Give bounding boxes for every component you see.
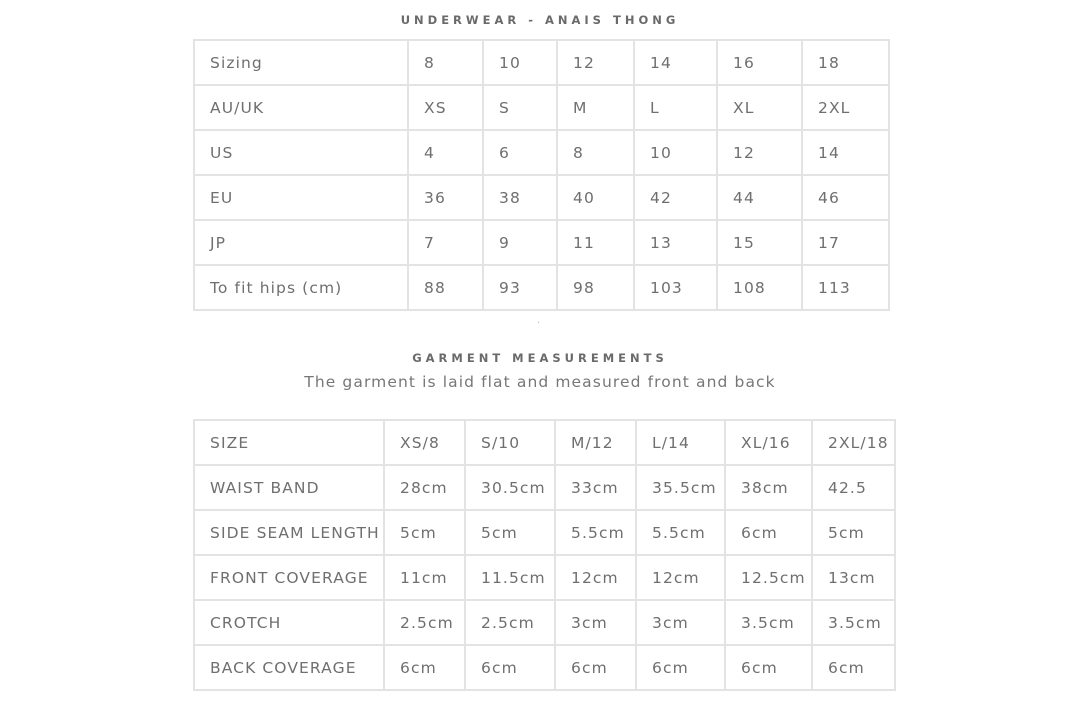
table-cell: 5.5cm (637, 511, 724, 554)
table-cell: XL/16 (726, 421, 811, 464)
table-row (195, 421, 894, 464)
table-cell: 10 (635, 131, 716, 174)
table-row (195, 646, 894, 689)
table-cell: 12 (558, 41, 633, 84)
table-cell: S (484, 86, 556, 129)
table-cell: 6cm (726, 646, 811, 689)
table-cell: L (635, 86, 716, 129)
row-label: SIDE SEAM LENGTH (195, 511, 383, 554)
table-cell: 10 (484, 41, 556, 84)
table-row (195, 511, 894, 554)
row-label: WAIST BAND (195, 466, 383, 509)
table-cell: 9 (484, 221, 556, 264)
table-cell: 3cm (637, 601, 724, 644)
table-row (195, 131, 888, 174)
table-cell: 14 (635, 41, 716, 84)
table-cell: 11cm (385, 556, 464, 599)
size-chart-title: UNDERWEAR - ANAIS THONG (400, 13, 680, 27)
table-cell: 46 (803, 176, 888, 219)
table-cell: 103 (635, 266, 716, 309)
table-cell: 93 (484, 266, 556, 309)
table-cell: 8 (409, 41, 482, 84)
table-cell: L/14 (637, 421, 724, 464)
table-cell: 38cm (726, 466, 811, 509)
table-row (195, 221, 888, 264)
table-cell: 13cm (813, 556, 894, 599)
table-row (195, 176, 888, 219)
sizing-table-body (195, 41, 888, 309)
table-cell: 42 (635, 176, 716, 219)
table-cell: 12.5cm (726, 556, 811, 599)
table-cell: S/10 (466, 421, 554, 464)
table-cell: 3.5cm (726, 601, 811, 644)
table-cell: 18 (803, 41, 888, 84)
row-label: SIZE (195, 421, 383, 464)
table-row (195, 466, 894, 509)
row-label: To fit hips (cm) (195, 266, 407, 309)
table-cell: 11 (558, 221, 633, 264)
garment-measurements-table (193, 419, 896, 691)
table-cell: 33cm (556, 466, 635, 509)
table-cell: 5cm (466, 511, 554, 554)
table-cell: 12cm (637, 556, 724, 599)
table-cell: 12cm (556, 556, 635, 599)
table-cell: 30.5cm (466, 466, 554, 509)
table-cell: 6cm (637, 646, 724, 689)
table-cell: 6cm (813, 646, 894, 689)
table-cell: 8 (558, 131, 633, 174)
table-cell: 44 (718, 176, 801, 219)
table-row (195, 41, 888, 84)
table-row (195, 601, 894, 644)
table-cell: 98 (558, 266, 633, 309)
table-cell: 12 (718, 131, 801, 174)
table-cell: 15 (718, 221, 801, 264)
table-cell: 17 (803, 221, 888, 264)
table-cell: 6 (484, 131, 556, 174)
table-cell: 11.5cm (466, 556, 554, 599)
table-cell: M/12 (556, 421, 635, 464)
table-cell: 36 (409, 176, 482, 219)
garment-measurements-subtitle: The garment is laid flat and measured front and back (304, 373, 776, 391)
row-label: US (195, 131, 407, 174)
row-label: EU (195, 176, 407, 219)
garment-measurements-title: GARMENT MEASUREMENTS (412, 351, 668, 365)
table-cell: 3cm (556, 601, 635, 644)
table-cell: 2XL/18 (813, 421, 894, 464)
garment-table-body (195, 421, 894, 689)
table-cell: 35.5cm (637, 466, 724, 509)
table-cell: 7 (409, 221, 482, 264)
table-cell: 6cm (556, 646, 635, 689)
table-cell: 16 (718, 41, 801, 84)
table-cell: XS (409, 86, 482, 129)
table-cell: 108 (718, 266, 801, 309)
table-row (195, 556, 894, 599)
table-cell: 6cm (466, 646, 554, 689)
table-cell: 14 (803, 131, 888, 174)
divider-dot: · (537, 318, 541, 329)
table-cell: 2.5cm (385, 601, 464, 644)
table-cell: M (558, 86, 633, 129)
table-cell: 42.5 (813, 466, 894, 509)
table-cell: 28cm (385, 466, 464, 509)
row-label: Sizing (195, 41, 407, 84)
row-label: CROTCH (195, 601, 383, 644)
table-cell: 38 (484, 176, 556, 219)
table-cell: 4 (409, 131, 482, 174)
table-row (195, 266, 888, 309)
table-cell: 40 (558, 176, 633, 219)
table-cell: 6cm (726, 511, 811, 554)
table-cell: XL (718, 86, 801, 129)
table-cell: 6cm (385, 646, 464, 689)
table-cell: 2.5cm (466, 601, 554, 644)
table-cell: 88 (409, 266, 482, 309)
table-cell: 5cm (385, 511, 464, 554)
table-cell: 2XL (803, 86, 888, 129)
sizing-table (193, 39, 890, 311)
table-cell: 113 (803, 266, 888, 309)
table-row (195, 86, 888, 129)
table-cell: 3.5cm (813, 601, 894, 644)
row-label: BACK COVERAGE (195, 646, 383, 689)
row-label: FRONT COVERAGE (195, 556, 383, 599)
table-cell: 5.5cm (556, 511, 635, 554)
table-cell: 13 (635, 221, 716, 264)
table-cell: 5cm (813, 511, 894, 554)
row-label: JP (195, 221, 407, 264)
table-cell: XS/8 (385, 421, 464, 464)
row-label: AU/UK (195, 86, 407, 129)
